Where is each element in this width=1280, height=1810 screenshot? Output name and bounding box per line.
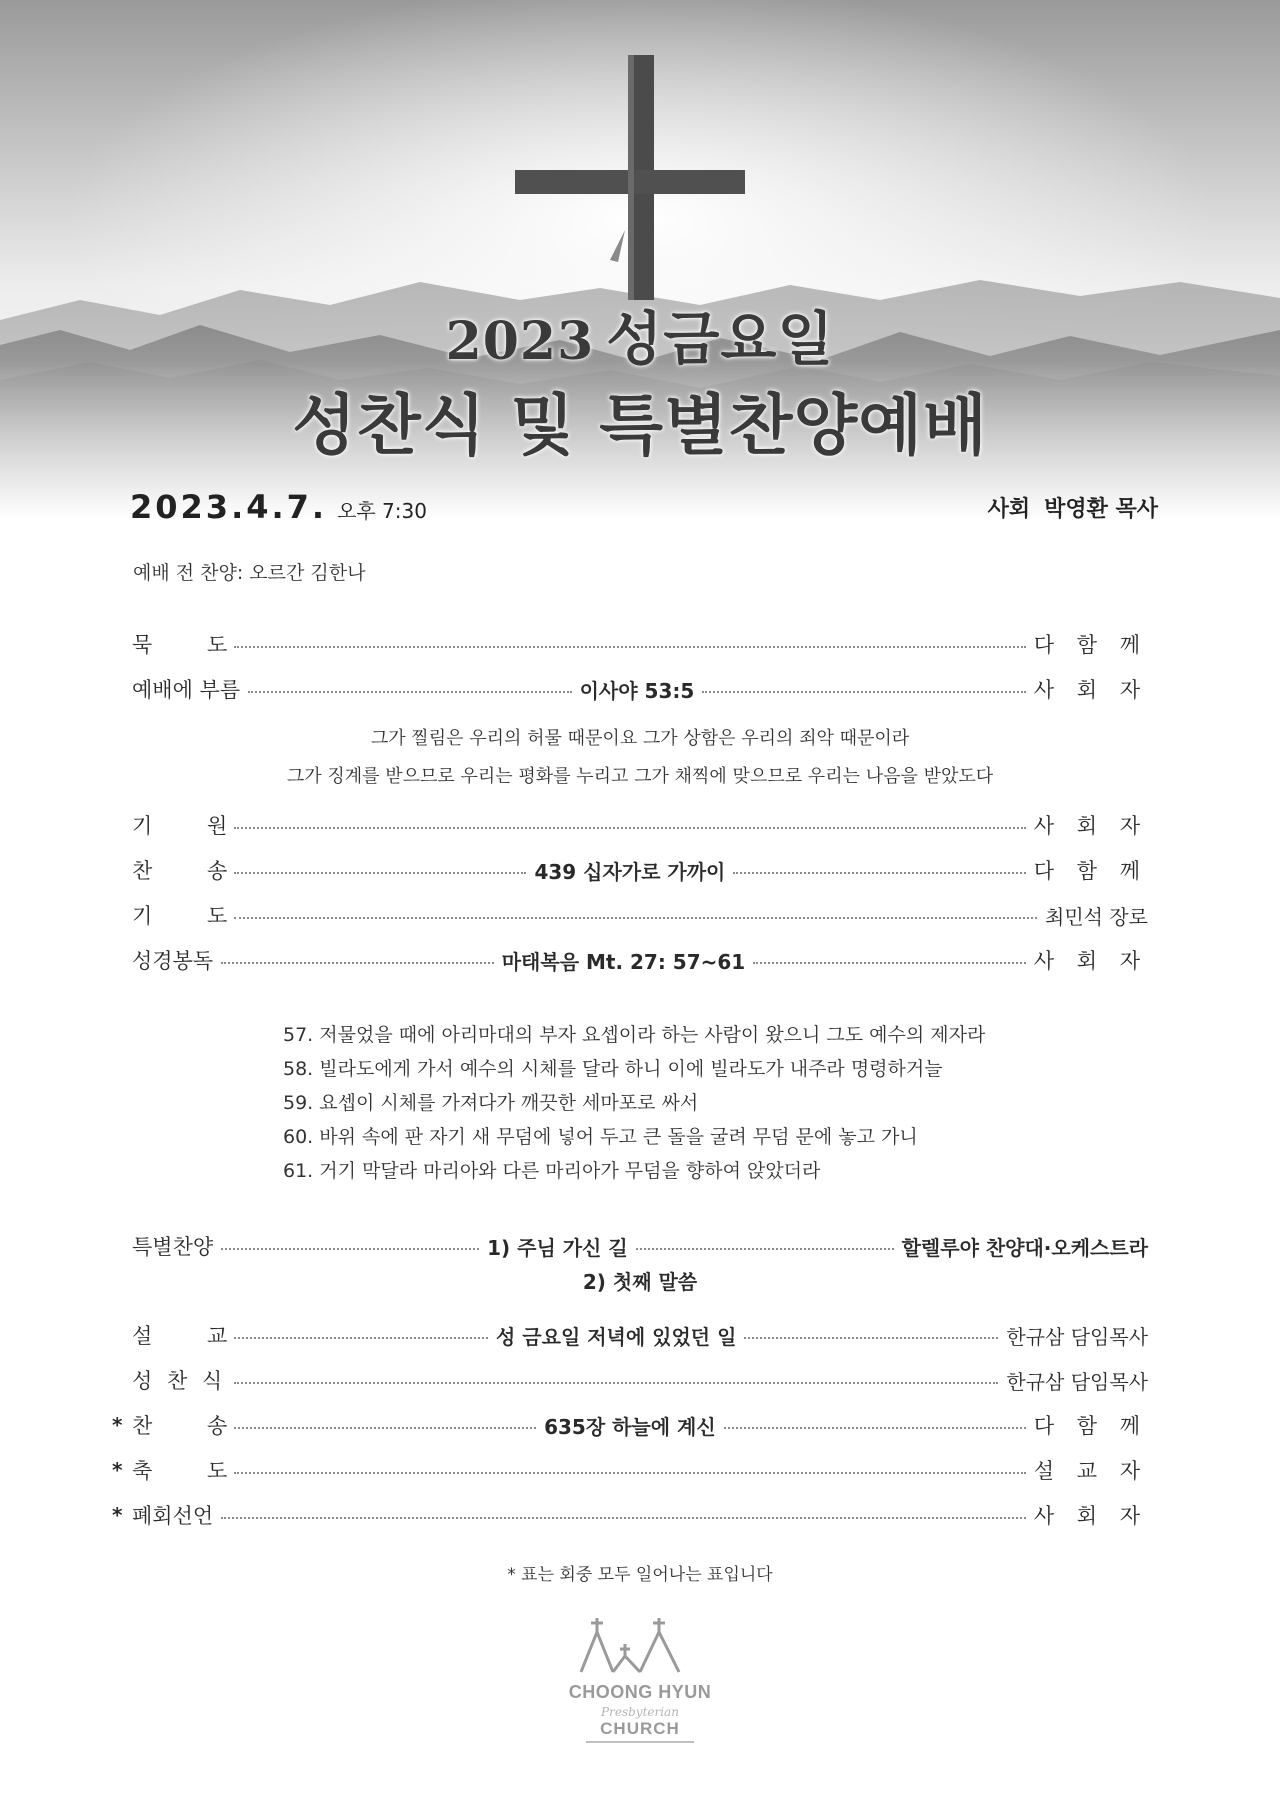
leader-dots — [221, 1517, 1026, 1519]
program-row — [112, 1320, 1148, 1350]
program-leader: 할렐루야 찬양대·오케스트라 — [901, 1235, 1149, 1260]
logo-line-1: CHOONG HYUN — [568, 1682, 712, 1702]
program-row — [112, 810, 1148, 840]
program-row — [112, 1455, 1148, 1485]
program-leader: 설 교 자 — [1033, 1459, 1148, 1483]
leader-dots — [234, 1427, 536, 1429]
program-label: 찬 송 — [132, 859, 252, 883]
program-leader: 사 회 자 — [1033, 814, 1148, 838]
leader-dots — [234, 1472, 1026, 1474]
program-label: 찬 송 — [132, 1414, 252, 1438]
program-label: 설 교 — [132, 1324, 252, 1348]
title-line-2: 성찬식 및 특별찬양예배 — [292, 387, 988, 464]
footnote: * 표는 회중 모두 일어나는 표입니다 — [507, 1565, 773, 1585]
special-song-second: 2) 첫째 말씀 — [582, 1270, 698, 1294]
program-leader: 최민석 장로 — [1045, 904, 1148, 929]
leader-dots — [234, 646, 1026, 648]
leader-dots — [234, 1337, 488, 1339]
program-leader: 다 함 께 — [1033, 1414, 1148, 1438]
program-item: 635장 하늘에 계신 — [544, 1414, 716, 1439]
service-date: 2023.4.7. — [130, 488, 328, 526]
stand-marker: * — [112, 1458, 123, 1482]
program-row — [112, 674, 1148, 704]
program-item: 1) 주님 가신 길 — [487, 1235, 628, 1260]
program-leader: 사 회 자 — [1033, 949, 1149, 973]
program-label: 폐회선언 — [132, 1504, 214, 1528]
leader-dots — [221, 962, 494, 964]
leader-dots — [234, 917, 1037, 919]
leader-dots — [702, 691, 1026, 693]
program-item: 마태복음 Mt. 27: 57~61 — [501, 949, 746, 974]
title-line-1 — [0, 292, 1280, 376]
program-label: 특별찬양 — [132, 1235, 214, 1259]
leader-dots — [248, 691, 572, 693]
program-label: 축 도 — [132, 1459, 252, 1483]
stand-marker: * — [112, 1503, 123, 1527]
host-block — [988, 492, 1158, 523]
logo-line-2: Presbyterian — [601, 1705, 679, 1719]
program-label: 기 도 — [132, 904, 252, 928]
program-label: 성 찬 식 — [132, 1369, 227, 1393]
program-row — [112, 1231, 1148, 1261]
program-label: 성경봉독 — [132, 949, 214, 973]
title-main: 성금요일 — [606, 305, 835, 373]
program-leader: 한규삼 담임목사 — [1006, 1369, 1148, 1394]
program-item: 439 십자가로 가까이 — [534, 859, 726, 884]
service-time: 오후 7:30 — [337, 499, 427, 523]
prelude: 예배 전 찬양: 오르간 김한나 — [133, 562, 366, 584]
program-row — [112, 945, 1148, 975]
call-verse-line: 그가 찔림은 우리의 허물 때문이요 그가 상함은 우리의 죄악 때문이라 — [370, 728, 910, 749]
program-leader: 사 회 자 — [1033, 678, 1148, 702]
logo-line-3: CHURCH — [586, 1719, 694, 1743]
program-leader: 다 함 께 — [1033, 859, 1149, 883]
leader-dots — [724, 1427, 1026, 1429]
leader-dots — [234, 872, 526, 874]
scripture-verse: 57. 저물었을 때에 아리마대의 부자 요셉이라 하는 사람이 왔으니 그도 예수의 제자라 — [283, 1024, 986, 1046]
program-leader: 사 회 자 — [1033, 1504, 1148, 1528]
program-row — [112, 1410, 1148, 1440]
leader-dots — [733, 872, 1025, 874]
host-role: 사회 — [987, 497, 1031, 522]
program-label: 묵 도 — [132, 633, 252, 657]
leader-dots — [234, 827, 1026, 829]
program-leader: 한규삼 담임목사 — [1006, 1324, 1149, 1349]
title-year: 2023 — [445, 311, 595, 372]
program-label: 예배에 부름 — [132, 678, 241, 702]
leader-dots — [744, 1337, 998, 1339]
program-label: 기 원 — [132, 814, 252, 838]
scripture-passage — [283, 1018, 985, 1188]
program-leader: 다 함 께 — [1033, 633, 1148, 657]
program-row — [112, 855, 1148, 885]
church-steeples-icon — [575, 1612, 705, 1676]
leader-dots — [753, 962, 1026, 964]
leader-dots — [234, 1382, 998, 1384]
host-name: 박영환 목사 — [1044, 497, 1158, 522]
program-row — [112, 629, 1148, 659]
leader-dots — [636, 1248, 894, 1250]
program-row — [112, 900, 1148, 930]
scripture-verse: 61. 거기 막달라 마리아와 다른 마리아가 무덤을 향하여 앉았더라 — [283, 1160, 821, 1182]
program-row — [112, 1365, 1148, 1395]
call-verse-line: 그가 징계를 받으므로 우리는 평화를 누리고 그가 채찍에 맞으므로 우리는 나음을 받았도다 — [286, 766, 994, 787]
program-item: 이사야 53:5 — [579, 678, 695, 703]
service-date-block — [130, 488, 427, 526]
scripture-verse: 60. 바위 속에 판 자기 새 무덤에 넣어 두고 큰 돌을 굴려 무덤 문에 놓고 가니 — [283, 1126, 918, 1148]
leader-dots — [221, 1248, 479, 1250]
scripture-verse: 58. 빌라도에게 가서 예수의 시체를 달라 하니 이에 빌라도가 내주라 명령하거늘 — [283, 1058, 943, 1080]
program-item: 성 금요일 저녁에 있었던 일 — [496, 1324, 737, 1349]
church-logo — [560, 1612, 720, 1752]
scripture-verse: 59. 요셉이 시체를 가져다가 깨끗한 세마포로 싸서 — [283, 1092, 699, 1114]
program-row — [112, 1500, 1148, 1530]
stand-marker: * — [112, 1413, 123, 1437]
